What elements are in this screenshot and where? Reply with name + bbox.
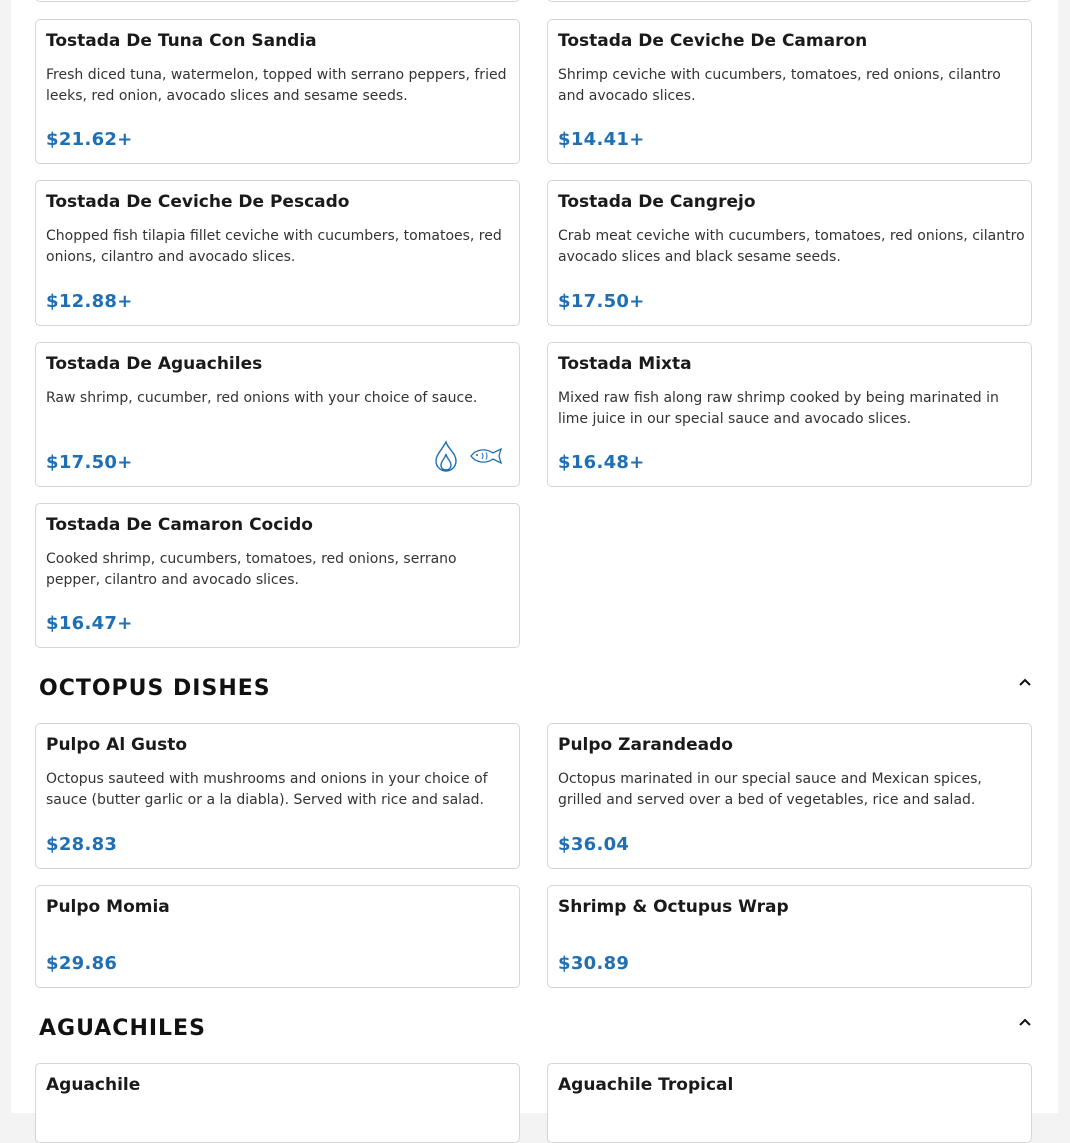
chevron-up-icon[interactable] (1016, 1013, 1034, 1031)
item-description: Fresh diced tuna, watermelon, topped with serrano peppers, fried leeks, red onion, avocado slices and sesame seeds. (46, 67, 507, 104)
section-title: AGUACHILES (39, 1016, 206, 1041)
item-name: Pulpo Momia (46, 897, 170, 917)
item-description: Crab meat ceviche with cucumbers, tomatoes, red onions, cilantro avocado slices and black sesame seeds. (558, 228, 1025, 265)
menu-item-card[interactable] (35, 723, 520, 869)
item-price: $17.50+ (46, 452, 133, 473)
menu-item-card[interactable] (547, 1063, 1032, 1143)
menu-item-card[interactable] (35, 19, 520, 164)
item-name: Pulpo Al Gusto (46, 735, 188, 755)
item-price: $14.41+ (558, 129, 645, 150)
item-description: Shrimp ceviche with cucumbers, tomatoes, red onions, cilantro and avocado slices. (558, 67, 1001, 104)
item-price: $12.88+ (46, 291, 133, 312)
item-name: Tostada De Tuna Con Sandia (46, 31, 317, 51)
item-price: $29.86 (46, 953, 118, 974)
item-name: Tostada De Ceviche De Pescado (46, 192, 350, 212)
item-name: Shrimp & Octupus Wrap (558, 897, 789, 917)
menu-item-card[interactable] (547, 180, 1032, 326)
item-description: Chopped fish tilapia fillet ceviche with cucumbers, tomatoes, red onions, cilantro and avocado slices. (46, 228, 502, 265)
menu-item-card[interactable] (547, 723, 1032, 869)
menu-item-card[interactable] (547, 342, 1032, 487)
menu-item-card[interactable] (35, 885, 520, 988)
item-name: Tostada Mixta (558, 354, 692, 374)
item-name: Tostada De Ceviche De Camaron (558, 31, 868, 51)
item-name: Tostada De Cangrejo (558, 192, 756, 212)
item-price: $16.48+ (558, 452, 645, 473)
fish-icon (469, 446, 503, 470)
item-price: $36.04 (558, 834, 630, 855)
item-name: Aguachile Tropical (558, 1075, 734, 1095)
menu-item-card[interactable] (35, 503, 520, 648)
menu-item-card[interactable] (547, 885, 1032, 988)
item-description: Raw shrimp, cucumber, red onions with your choice of sauce. (46, 390, 478, 406)
menu-item-card[interactable] (35, 0, 520, 2)
item-name: Tostada De Camaron Cocido (46, 515, 313, 535)
item-name: Aguachile (46, 1075, 141, 1095)
section-title: OCTOPUS DISHES (39, 676, 271, 701)
menu-item-card[interactable] (35, 342, 520, 487)
menu-item-card[interactable] (547, 19, 1032, 164)
item-price: $30.89 (558, 953, 630, 974)
item-description: Octopus sauteed with mushrooms and onions in your choice of sauce (butter garlic or a la diabla). Served with rice and salad. (46, 771, 488, 808)
item-description: Octopus marinated in our special sauce and Mexican spices, grilled and served over a bed of vegetables, rice and salad. (558, 771, 982, 808)
spicy-flame-icon (433, 440, 459, 476)
item-description: Cooked shrimp, cucumbers, tomatoes, red onions, serrano pepper, cilantro and avocado slices. (46, 551, 457, 588)
chevron-up-icon[interactable] (1016, 673, 1034, 691)
item-name: Pulpo Zarandeado (558, 735, 733, 755)
menu-item-card[interactable] (35, 1063, 520, 1143)
menu-item-card[interactable] (547, 0, 1032, 2)
item-description: Mixed raw fish along raw shrimp cooked by being marinated in lime juice in our special sauce and avocado slices. (558, 390, 999, 427)
menu-item-card[interactable] (35, 180, 520, 326)
item-price: $16.47+ (46, 613, 133, 634)
item-price: $17.50+ (558, 291, 645, 312)
item-name: Tostada De Aguachiles (46, 354, 263, 374)
item-price: $28.83 (46, 834, 118, 855)
item-price: $21.62+ (46, 129, 133, 150)
